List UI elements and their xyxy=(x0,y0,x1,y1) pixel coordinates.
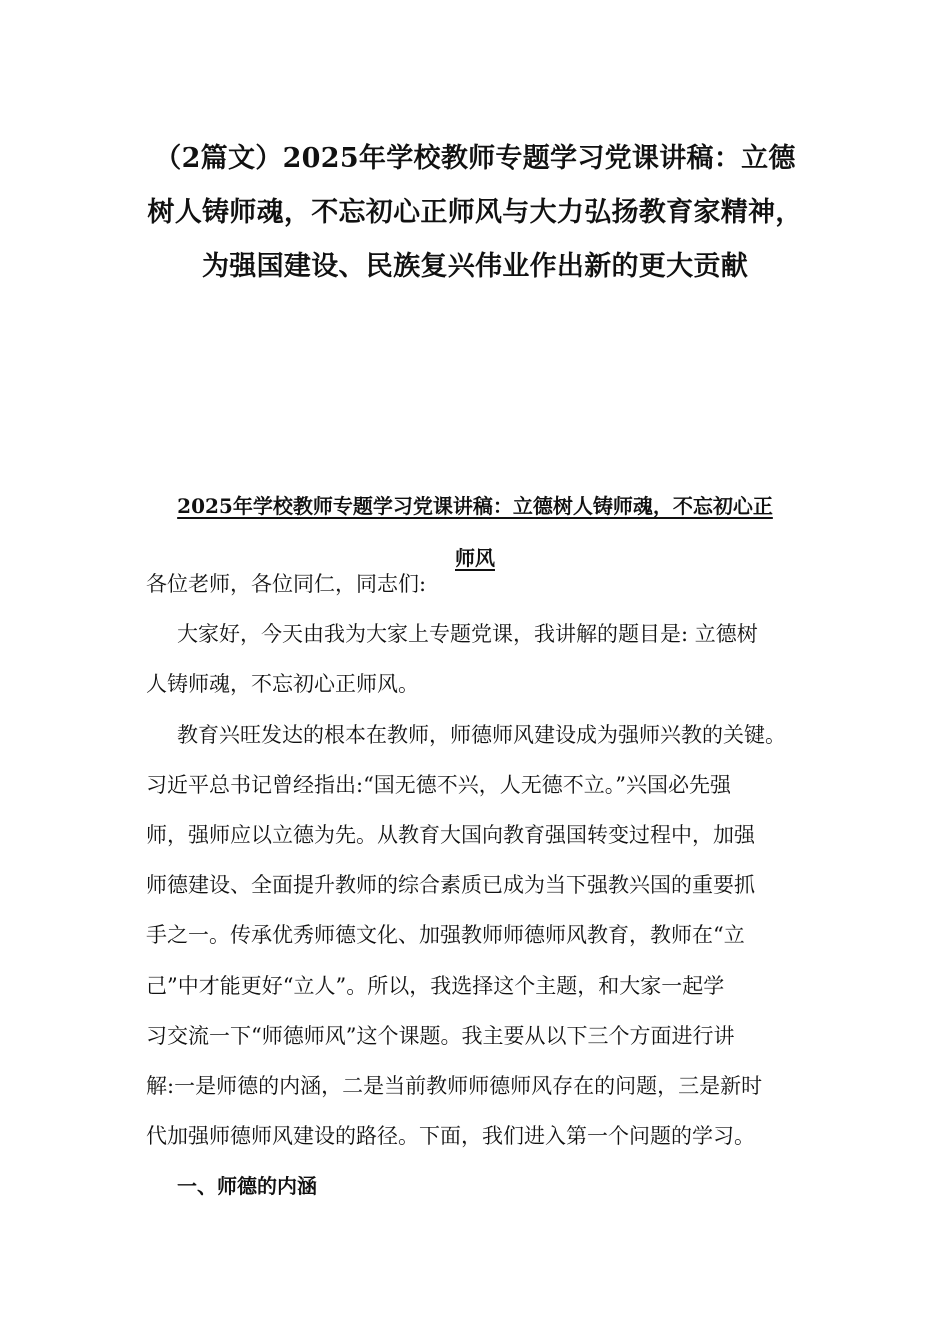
document-title-line: 树人铸师魂，不忘初心正师风与大力弘扬教育家精神， xyxy=(147,197,803,228)
body-line: 教育兴旺发达的根本在教师，师德师风建设成为强师兴教的关键。 xyxy=(177,722,786,747)
document-title xyxy=(118,132,832,294)
body-line: 习交流一下“师德师风”这个课题。我主要从以下三个方面进行讲 xyxy=(146,1023,735,1048)
body-line: 己”中才能更好“立人”。所以，我选择这个主题，和大家一起学 xyxy=(146,973,725,998)
salutation: 各位老师，各位同仁，同志们: xyxy=(146,572,427,596)
body-line: 师，强师应以立德为先。从教育大国向教育强国转变过程中，加强 xyxy=(146,822,755,847)
body-line: 大家好，今天由我为大家上专题党课，我讲解的题目是: 立德树 xyxy=(177,622,758,647)
body-line: 手之一。传承优秀师德文化、加强教师师德师风教育，教师在“立 xyxy=(146,923,745,948)
document-title-line: 为强国建设、民族复兴伟业作出新的更大贡献 xyxy=(202,251,748,282)
document-title-line: （2篇文）2025年学校教师专题学习党课讲稿：立德 xyxy=(154,143,796,174)
body-line: 代加强师德师风建设的路径。下面，我们进入第一个问题的学习。 xyxy=(146,1124,755,1149)
body-line: 人铸师魂，不忘初心正师风。 xyxy=(146,672,419,697)
body-line: 解:一是师德的内涵，二是当前教师师德师风存在的问题，三是新时 xyxy=(146,1073,763,1098)
body-line: 习近平总书记曾经指出:“国无德不兴，人无德不立。”兴国必先强 xyxy=(146,772,732,797)
body-line: 师德建设、全面提升教师的综合素质已成为当下强教兴国的重要抓 xyxy=(146,873,755,898)
document-body xyxy=(146,559,812,1211)
section-heading: 一、师德的内涵 xyxy=(177,1174,317,1199)
section-title-line: 2025年学校教师专题学习党课讲稿：立德树人铸师魂，不忘初心正 xyxy=(177,494,773,518)
section-title-line: 师风 xyxy=(455,546,495,570)
